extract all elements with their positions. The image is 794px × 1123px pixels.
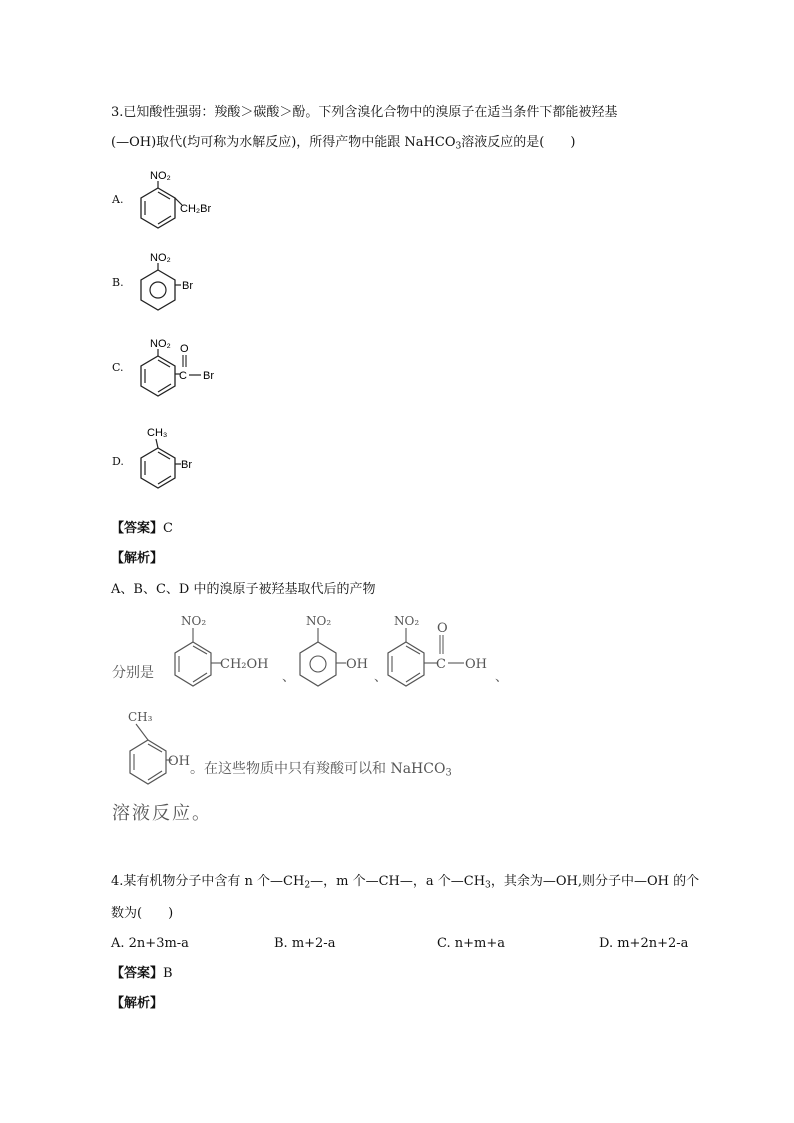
q4-option-a: A. 2n+3m-a [111, 936, 189, 951]
q3-analysis-line: A、B、C、D 中的溴原子被羟基取代后的产物 [111, 582, 376, 597]
q3-c-side-group: Br [203, 370, 214, 382]
product-a-structure [165, 608, 280, 694]
q3-option-a-structure [130, 166, 240, 236]
q3-option-d-label: D. [112, 455, 124, 468]
q4-stem-line2: 数为( ) [111, 906, 174, 921]
q4-option-c: C. n+m+a [437, 936, 505, 951]
q3-stem-line1: 3.已知酸性强弱：羧酸＞碳酸＞酚。下列含溴化合物中的溴原子在适当条件下都能被羟基 [111, 105, 618, 120]
product-a-top-group: NO₂ [181, 614, 207, 628]
separator-3: 、 [495, 670, 509, 685]
q3-c-carbonyl-o: O [180, 343, 189, 355]
q3-option-d-structure [130, 424, 240, 496]
q3-c-carbonyl-c: C [179, 370, 187, 382]
q4-option-d: D. m+2n+2-a [599, 936, 689, 951]
q3-answer: 【答案】C [111, 521, 173, 536]
separator-1: 、 [282, 670, 296, 685]
product-a-side-group: CH₂OH [220, 657, 269, 672]
q4-analysis-label: 【解析】 [111, 996, 164, 1011]
analysis-conclusion-line2: 溶液反应。 [112, 803, 212, 824]
q3-c-top-group: NO₂ [150, 338, 171, 350]
product-d-top-group: CH₃ [128, 710, 153, 724]
q3-a-top-group: NO₂ [150, 170, 171, 182]
q3-b-top-group: NO₂ [150, 252, 171, 264]
q3-stem-line2: (—OH)取代(均可称为水解反应)，所得产物中能跟 NaHCO$_3$溶液反应的是( ) [111, 135, 576, 152]
q4-answer: 【答案】B [111, 966, 173, 981]
q3-option-c-label: C. [112, 361, 124, 374]
q3-option-c-structure [130, 334, 240, 404]
product-c-carbonyl-c: C [436, 657, 446, 672]
product-c-side-group: OH [465, 657, 487, 672]
q3-option-b-label: B. [112, 276, 124, 289]
q3-option-a-label: A. [112, 193, 124, 206]
product-b-structure [290, 608, 380, 694]
q3-d-side-group: Br [181, 459, 192, 471]
product-c-top-group: NO₂ [394, 614, 420, 628]
q3-a-side-group: CH₂Br [180, 203, 212, 215]
q4-stem-line1: 4.某有机物分子中含有 n 个$—CH_2—$，m 个—CH—，a 个$—CH_3$，其余为—OH,则分子中—OH 的个 [111, 874, 700, 891]
q3-analysis-label: 【解析】 [111, 551, 164, 566]
products-prefix: 分别是 [112, 665, 154, 681]
q3-d-top-group: CH₃ [147, 427, 168, 439]
q3-option-b-structure [130, 248, 240, 318]
analysis-conclusion-line1: 。在这些物质中只有羧酸可以和 NaHCO$_3$ [190, 761, 452, 779]
q3-b-side-group: Br [182, 280, 193, 292]
q4-option-b: B. m+2-a [274, 936, 336, 951]
product-c-structure [378, 608, 503, 694]
product-b-side-group: OH [346, 657, 368, 672]
product-d-side-group: OH [168, 754, 190, 769]
product-c-carbonyl-o: O [437, 621, 448, 636]
product-b-top-group: NO₂ [306, 614, 332, 628]
separator-2: 、 [374, 670, 388, 685]
product-d-structure [110, 702, 200, 792]
